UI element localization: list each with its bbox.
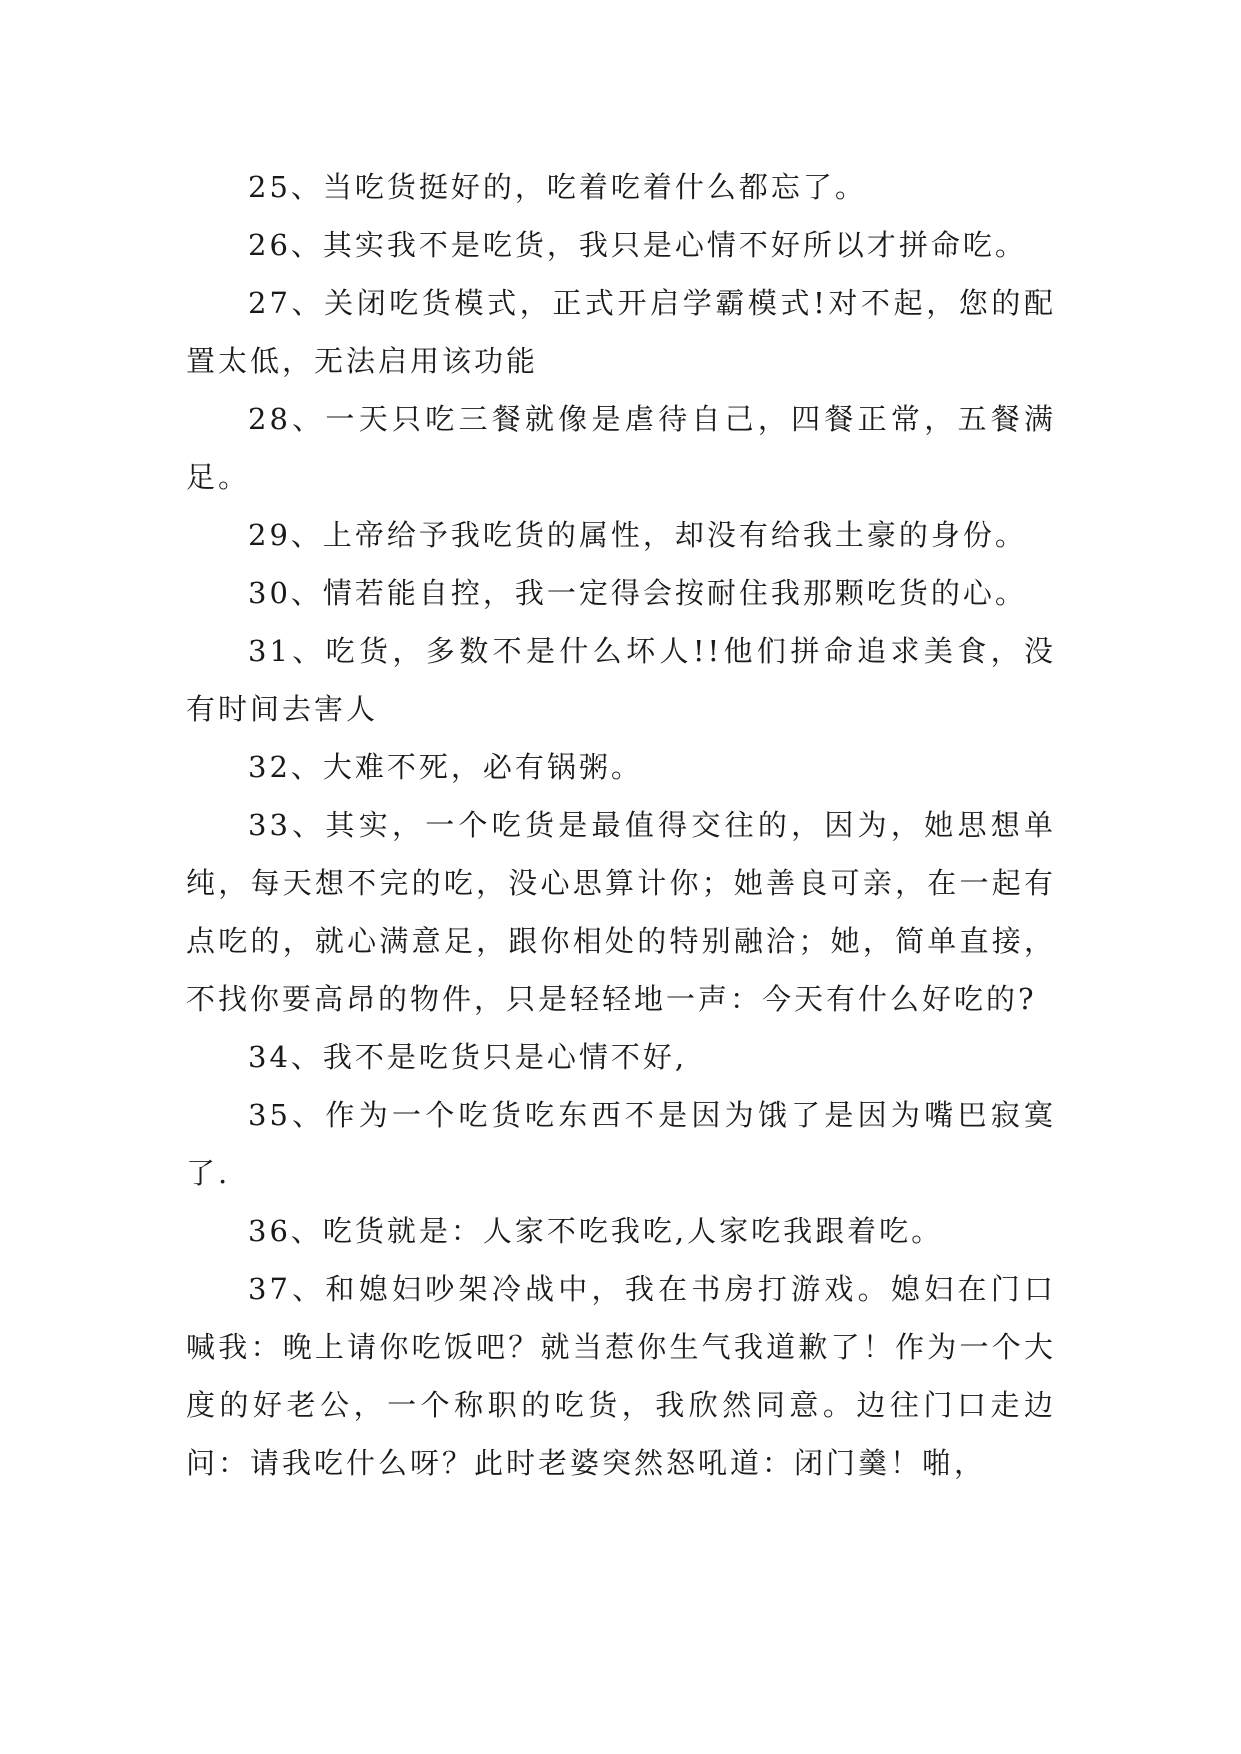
document-body <box>186 158 1056 1492</box>
paragraph-25: 25、当吃货挺好的，吃着吃着什么都忘了。 <box>248 170 867 204</box>
paragraph-32: 32、大难不死，必有锅粥。 <box>248 750 643 784</box>
paragraph-36: 36、吃货就是：人家不吃我吃,人家吃我跟着吃。 <box>248 1214 944 1248</box>
paragraph-35: 35、作为一个吃货吃东西不是因为饿了是因为嘴巴寂寞了. <box>186 1098 1056 1190</box>
paragraph-34: 34、我不是吃货只是心情不好, <box>248 1040 688 1074</box>
paragraph-27: 27、关闭吃货模式，正式开启学霸模式!对不起，您的配置太低，无法启用该功能 <box>186 286 1056 378</box>
paragraph-26: 26、其实我不是吃货，我只是心情不好所以才拼命吃。 <box>248 228 1027 262</box>
paragraph-31: 31、吃货，多数不是什么坏人!!他们拼命追求美食，没有时间去害人 <box>186 634 1056 726</box>
paragraph-33: 33、其实，一个吃货是最值得交往的，因为，她思想单纯，每天想不完的吃，没心思算计你；她善良可亲，在一起有点吃的，就心满意足，跟你相处的特别融洽；她，简单直接，不找你要高昂的物件，只是轻轻地一声：今天有什么好吃的? <box>186 808 1056 1016</box>
paragraph-28: 28、一天只吃三餐就像是虐待自己，四餐正常，五餐满足。 <box>186 402 1056 494</box>
paragraph-30: 30、情若能自控，我一定得会按耐住我那颗吃货的心。 <box>248 576 1027 610</box>
paragraph-29: 29、上帝给予我吃货的属性，却没有给我土豪的身份。 <box>248 518 1027 552</box>
paragraph-37: 37、和媳妇吵架冷战中，我在书房打游戏。媳妇在门口喊我：晚上请你吃饭吧？就当惹你生气我道歉了！作为一个大度的好老公，一个称职的吃货，我欣然同意。边往门口走边问：请我吃什么呀？此时老婆突然怒吼道：闭门羹！啪， <box>186 1272 1056 1480</box>
